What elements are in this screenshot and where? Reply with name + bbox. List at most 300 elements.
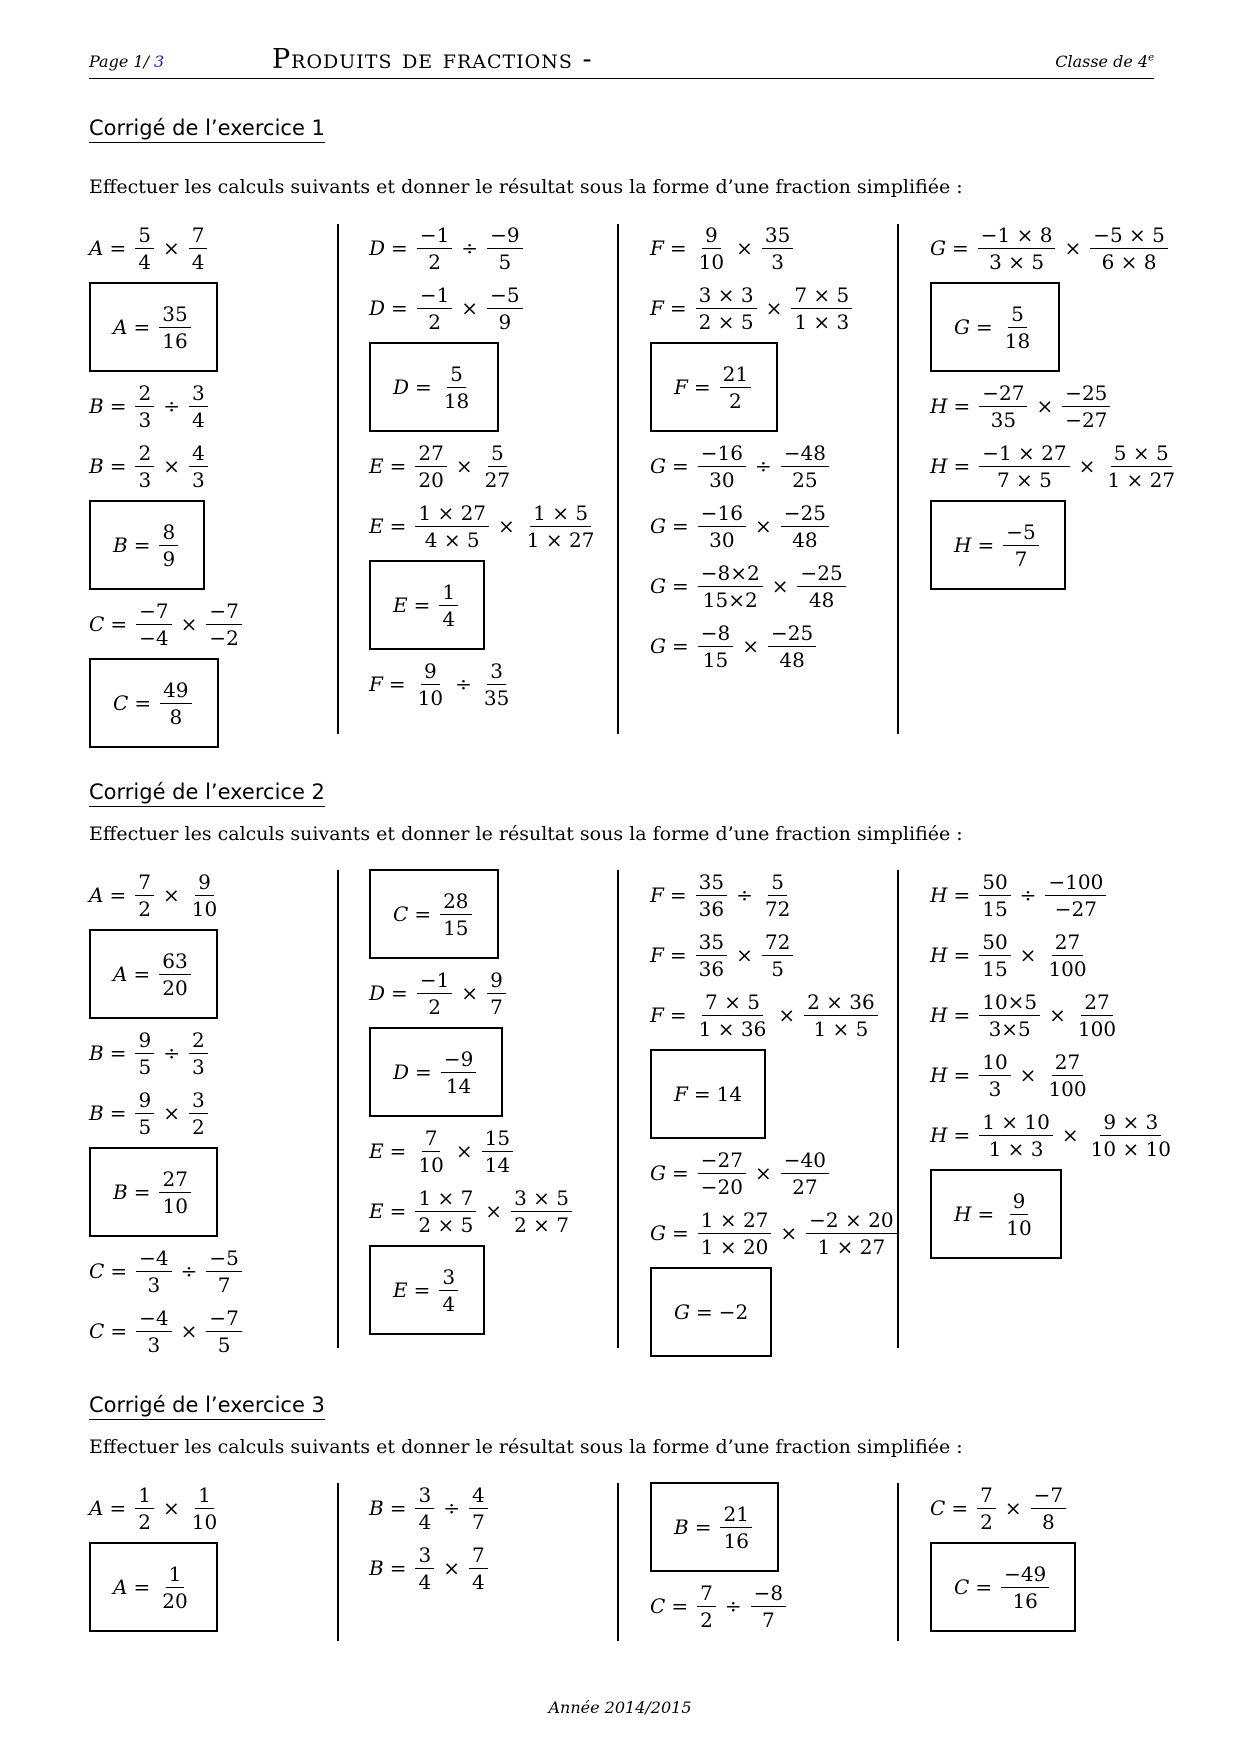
denominator: 3 (988, 1076, 1002, 1101)
fraction (806, 1207, 896, 1260)
fraction (469, 1542, 488, 1595)
fraction (791, 282, 852, 335)
ex2-col1 (89, 865, 339, 1361)
variable: C (954, 1575, 970, 1599)
fraction (1075, 989, 1119, 1042)
fraction (781, 500, 829, 553)
numerator: 10×5 (979, 989, 1040, 1016)
numerator: 5 (447, 361, 466, 388)
operator: × (498, 514, 515, 538)
equals-sign: = (415, 375, 432, 399)
equation-line (369, 963, 619, 1023)
denominator: 35 (990, 407, 1017, 432)
equals-sign: = (951, 236, 969, 260)
exercise-1-instruction: Effectuer les calculs suivants et donner le résultat sous la forme d’une fraction simplifiée : (89, 176, 963, 198)
numerator: −5 (487, 282, 522, 309)
fraction (720, 1501, 751, 1554)
equals-sign: = (391, 981, 408, 1005)
equation-line (650, 1143, 900, 1203)
denominator: 100 (1048, 956, 1087, 981)
equals-sign: = (389, 1139, 407, 1163)
equation-line (930, 1045, 1180, 1105)
equation-line (650, 278, 900, 338)
fraction (417, 222, 452, 275)
equals-sign: = (669, 883, 687, 907)
numerator: 5 (135, 222, 154, 249)
fraction (1062, 380, 1110, 433)
numerator: 1 × 27 (415, 500, 489, 527)
denominator: 100 (1048, 1076, 1087, 1101)
fraction (698, 440, 746, 493)
fraction (415, 1482, 434, 1535)
variable: B (113, 533, 128, 557)
numerator: −1 (417, 222, 452, 249)
equals-sign: = (389, 514, 407, 538)
equals-sign: = (415, 1060, 432, 1084)
fraction (159, 519, 178, 572)
ex1-col4 (930, 218, 1180, 594)
equation-line (650, 436, 900, 496)
fraction (136, 1305, 171, 1358)
denominator: 4 (471, 1569, 485, 1594)
equals-sign: = (133, 962, 151, 986)
denominator: 1 × 3 (794, 309, 850, 334)
denominator: 15 (982, 956, 1008, 981)
fraction (979, 440, 1069, 493)
equals-sign: = (389, 1199, 407, 1223)
fraction (136, 1245, 171, 1298)
fraction (415, 440, 446, 493)
denominator: 3 (771, 249, 784, 274)
fraction (768, 620, 816, 673)
equals-sign: = (693, 1082, 711, 1106)
equals-sign: = (669, 296, 687, 320)
fraction (1090, 222, 1168, 275)
operator: × (754, 1161, 772, 1185)
fraction (487, 282, 522, 335)
fraction (135, 440, 154, 493)
equals-sign: = (953, 1003, 971, 1027)
operator: × (1036, 394, 1054, 418)
operator: × (162, 236, 180, 260)
equation-line (930, 985, 1180, 1045)
operator: ÷ (461, 236, 479, 260)
variable: G (650, 634, 666, 658)
result-box (650, 342, 778, 432)
denominator: 30 (709, 527, 735, 552)
fraction (441, 361, 472, 414)
page-total-link[interactable]: 3 (154, 52, 165, 71)
denominator: 27 (792, 1174, 818, 1199)
denominator: 7 (217, 1272, 231, 1297)
variable: B (89, 394, 104, 418)
fraction (977, 1482, 996, 1535)
equals-sign: = (977, 533, 995, 557)
denominator: 3 (138, 467, 152, 492)
operator: × (1004, 1496, 1022, 1520)
equation-line (89, 1241, 339, 1301)
operator: ÷ (736, 883, 753, 907)
fraction (136, 598, 171, 651)
denominator: 16 (1012, 1588, 1038, 1613)
equals-sign: = (671, 634, 689, 658)
numerator: 35 (696, 869, 727, 896)
equals-sign: = (669, 236, 687, 260)
variable: C (393, 902, 409, 926)
equation-line (369, 654, 619, 714)
denominator: 10 (418, 1152, 444, 1177)
fraction (762, 929, 793, 982)
result-box (930, 1169, 1062, 1259)
column-divider (897, 1483, 899, 1641)
numerator: −1 × 8 (978, 222, 1056, 249)
ex1-col1 (89, 218, 339, 752)
operator: × (162, 883, 180, 907)
equals-sign: = (413, 1278, 431, 1302)
numerator: −25 (1062, 380, 1110, 407)
result-box (89, 500, 205, 590)
equation-line (89, 865, 339, 925)
fraction (189, 1482, 220, 1535)
numerator: −1 (417, 282, 452, 309)
numerator: 9 (135, 1087, 154, 1114)
variable: B (674, 1515, 689, 1539)
fraction (979, 380, 1027, 433)
numerator: −100 (1045, 869, 1106, 896)
denominator: 3 (147, 1332, 161, 1357)
equals-sign: = (671, 1594, 689, 1618)
variable: E (369, 1199, 384, 1223)
numerator: 3 × 5 (511, 1185, 572, 1212)
operator: × (1049, 1003, 1066, 1027)
denominator: 4 × 5 (424, 527, 480, 552)
numerator: 27 (159, 1166, 190, 1193)
equals-sign: = (669, 1003, 687, 1027)
fraction (696, 989, 770, 1042)
variable: B (369, 1496, 384, 1520)
fraction (417, 282, 452, 335)
variable: E (393, 593, 408, 617)
operator: × (771, 574, 789, 598)
denominator: 4 (442, 1291, 456, 1316)
variable: C (650, 1594, 666, 1618)
denominator: 5 (498, 249, 512, 274)
denominator: 8 (1041, 1509, 1055, 1534)
fraction (1045, 869, 1106, 922)
equals-sign: = (389, 1496, 407, 1520)
fraction (469, 1482, 488, 1535)
denominator: 2 (980, 1509, 993, 1534)
equation-line (89, 218, 339, 278)
numerator: −8 (751, 1580, 786, 1607)
denominator: 25 (792, 467, 818, 492)
fraction (1001, 1561, 1049, 1614)
numerator: −16 (698, 440, 746, 467)
numerator: 3 (415, 1542, 434, 1569)
denominator: 48 (808, 587, 835, 612)
result-box (369, 1245, 485, 1335)
operator: × (443, 1556, 460, 1580)
fraction (440, 888, 471, 941)
denominator: 1 × 27 (526, 527, 595, 552)
numerator: 9 (702, 222, 721, 249)
variable: A (89, 1496, 104, 1520)
numerator: 50 (979, 929, 1010, 956)
fraction (481, 658, 512, 711)
numerator: −8×2 (698, 560, 763, 587)
equals-sign: = (669, 943, 687, 967)
variable: G (954, 315, 970, 339)
fraction (797, 560, 845, 613)
variable: A (89, 236, 104, 260)
numerator: −5 (1003, 519, 1038, 546)
numerator: 9 (135, 1027, 154, 1054)
numerator: 9 (487, 967, 506, 994)
operator: × (742, 634, 759, 658)
fraction (415, 658, 446, 711)
variable: C (89, 1259, 105, 1283)
result-box (89, 658, 219, 748)
variable: G (674, 1300, 690, 1324)
fraction (762, 869, 793, 922)
column-divider (337, 1483, 339, 1641)
denominator: 15 (443, 915, 469, 940)
numerator: 7 (422, 1125, 441, 1152)
denominator: 6 × 8 (1101, 249, 1157, 274)
result-box (89, 1147, 218, 1237)
denominator: 14 (445, 1073, 472, 1098)
result-box (369, 560, 485, 650)
operator: × (1019, 943, 1037, 967)
fraction (189, 440, 208, 493)
fraction (159, 301, 190, 354)
denominator: 10 (698, 249, 725, 274)
equals-sign: = (953, 394, 971, 418)
fraction (482, 440, 513, 493)
numerator: 7 (977, 1482, 996, 1509)
column-divider (617, 870, 619, 1348)
fraction (1104, 440, 1178, 493)
variable: H (930, 883, 948, 907)
fraction (439, 579, 458, 632)
equals-sign: = (953, 943, 971, 967)
numerator: −40 (781, 1147, 829, 1174)
numerator: −7 (206, 1305, 241, 1332)
ex3-col3 (650, 1478, 900, 1636)
equals-sign: = (134, 691, 152, 715)
operator: × (780, 1221, 798, 1245)
result-box (650, 1482, 779, 1572)
operator: × (455, 454, 473, 478)
class-text: Classe de 4 (1055, 52, 1149, 71)
denominator: 15 (982, 896, 1008, 921)
fraction (696, 929, 727, 982)
fraction (696, 869, 727, 922)
numerator: −1 × 27 (979, 440, 1069, 467)
exercise-3-title: Corrigé de l’exercice 3 (89, 1393, 325, 1420)
denominator: 2 (729, 388, 742, 413)
numerator: 50 (979, 869, 1010, 896)
numerator: 5 (768, 869, 787, 896)
operator: ÷ (163, 394, 180, 418)
equals-sign: = (693, 375, 711, 399)
result-box (930, 282, 1060, 372)
result-box (930, 500, 1066, 590)
column-divider (617, 224, 619, 734)
denominator: −20 (700, 1174, 743, 1199)
operator: × (163, 454, 180, 478)
equation-line (650, 496, 900, 556)
equation-line (89, 376, 339, 436)
numerator: 1 (135, 1482, 154, 1509)
denominator: 14 (484, 1152, 511, 1177)
fraction (698, 1207, 772, 1260)
numerator: −16 (698, 500, 746, 527)
numerator: 2 (135, 440, 154, 467)
operator: × (163, 1101, 180, 1125)
equals-sign: = (975, 315, 993, 339)
variable: H (930, 1123, 948, 1147)
denominator: 10 × 10 (1090, 1136, 1172, 1161)
denominator: 35 (483, 685, 510, 710)
fraction (979, 869, 1010, 922)
fraction (698, 620, 733, 673)
numerator: 1 (166, 1561, 185, 1588)
numerator: 21 (720, 361, 751, 388)
variable: D (369, 296, 386, 320)
numerator: 5 × 5 (1111, 440, 1172, 467)
equation-line (930, 1478, 1180, 1538)
variable: H (954, 1202, 972, 1226)
equation-line (89, 1023, 339, 1083)
numerator: 63 (159, 948, 190, 975)
fraction (698, 500, 746, 553)
numerator: 27 (415, 440, 446, 467)
denominator: 3 (138, 407, 152, 432)
fraction (159, 1561, 190, 1614)
page-header (89, 44, 1154, 79)
equals-sign: = (414, 902, 432, 926)
page-number (89, 52, 164, 71)
equals-sign: = (133, 315, 151, 339)
ex3-col2 (369, 1478, 619, 1598)
denominator: 3 (147, 1272, 161, 1297)
equation-line (369, 496, 619, 556)
fraction (1045, 1049, 1089, 1102)
numerator: −4 (136, 1245, 171, 1272)
numerator: 7 × 5 (791, 282, 852, 309)
fraction (511, 1185, 572, 1238)
denominator: 7 (761, 1607, 775, 1632)
equals-sign: = (109, 883, 127, 907)
denominator: 2 (700, 1607, 713, 1632)
variable: G (650, 514, 666, 538)
column-divider (337, 224, 339, 734)
fraction (135, 1087, 154, 1140)
numerator: −5 (206, 1245, 241, 1272)
fraction (697, 1580, 716, 1633)
operator: ÷ (1019, 883, 1037, 907)
result-value: −2 (718, 1300, 749, 1324)
operator: × (461, 296, 479, 320)
operator: ÷ (443, 1496, 460, 1520)
ex2-col4 (930, 865, 1180, 1263)
variable: C (89, 612, 105, 636)
equals-sign: = (977, 1202, 995, 1226)
denominator: 3 × 5 (989, 249, 1045, 274)
numerator: −4 (136, 1305, 171, 1332)
numerator: −27 (979, 380, 1027, 407)
equals-sign: = (671, 574, 689, 598)
denominator: 2 (138, 1509, 151, 1534)
result-box (650, 1049, 766, 1139)
equation-line (650, 616, 900, 676)
denominator: 7 (471, 1509, 485, 1534)
denominator: 100 (1077, 1016, 1117, 1041)
denominator: 3 (191, 467, 205, 492)
equals-sign: = (110, 1319, 128, 1343)
variable: A (113, 315, 128, 339)
variable: H (930, 394, 948, 418)
numerator: 3 × 3 (696, 282, 757, 309)
variable: A (89, 883, 104, 907)
result-box (369, 1027, 503, 1117)
result-value: 14 (716, 1082, 743, 1106)
result-box (89, 1542, 218, 1632)
operator: × (1078, 454, 1096, 478)
column-divider (897, 870, 899, 1348)
denominator: 36 (698, 956, 725, 981)
variable: D (393, 375, 410, 399)
equals-sign: = (671, 514, 689, 538)
numerator: 1 × 7 (415, 1185, 476, 1212)
equals-sign: = (695, 1300, 713, 1324)
fraction (441, 1046, 476, 1099)
denominator: 2 × 5 (418, 1212, 474, 1237)
variable: B (369, 1556, 384, 1580)
numerator: 1 × 10 (979, 1109, 1053, 1136)
denominator: 20 (418, 467, 444, 492)
equation-line (369, 1121, 619, 1181)
class-sup: e (1148, 52, 1154, 64)
variable: B (89, 454, 104, 478)
fraction (135, 1482, 154, 1535)
variable: C (930, 1496, 946, 1520)
denominator: 7 × 5 (996, 467, 1052, 492)
column-divider (617, 1483, 619, 1641)
ex1-col3 (650, 218, 900, 676)
numerator: −27 (698, 1147, 746, 1174)
denominator: 8 (169, 704, 183, 729)
variable: C (89, 1319, 105, 1343)
numerator: −7 (1031, 1482, 1066, 1509)
fraction (206, 1305, 241, 1358)
operator: × (1061, 1123, 1079, 1147)
variable: A (113, 1575, 128, 1599)
fraction (751, 1580, 786, 1633)
result-box (89, 282, 218, 372)
fraction (978, 222, 1056, 275)
numerator: 5 (1008, 301, 1027, 328)
equals-sign: = (694, 1515, 712, 1539)
variable: G (930, 236, 946, 260)
numerator: 27 (1052, 1049, 1083, 1076)
equation-line (369, 1478, 619, 1538)
denominator: −4 (139, 625, 169, 650)
fraction (804, 989, 878, 1042)
equals-sign: = (671, 1161, 689, 1185)
operator: × (736, 943, 753, 967)
